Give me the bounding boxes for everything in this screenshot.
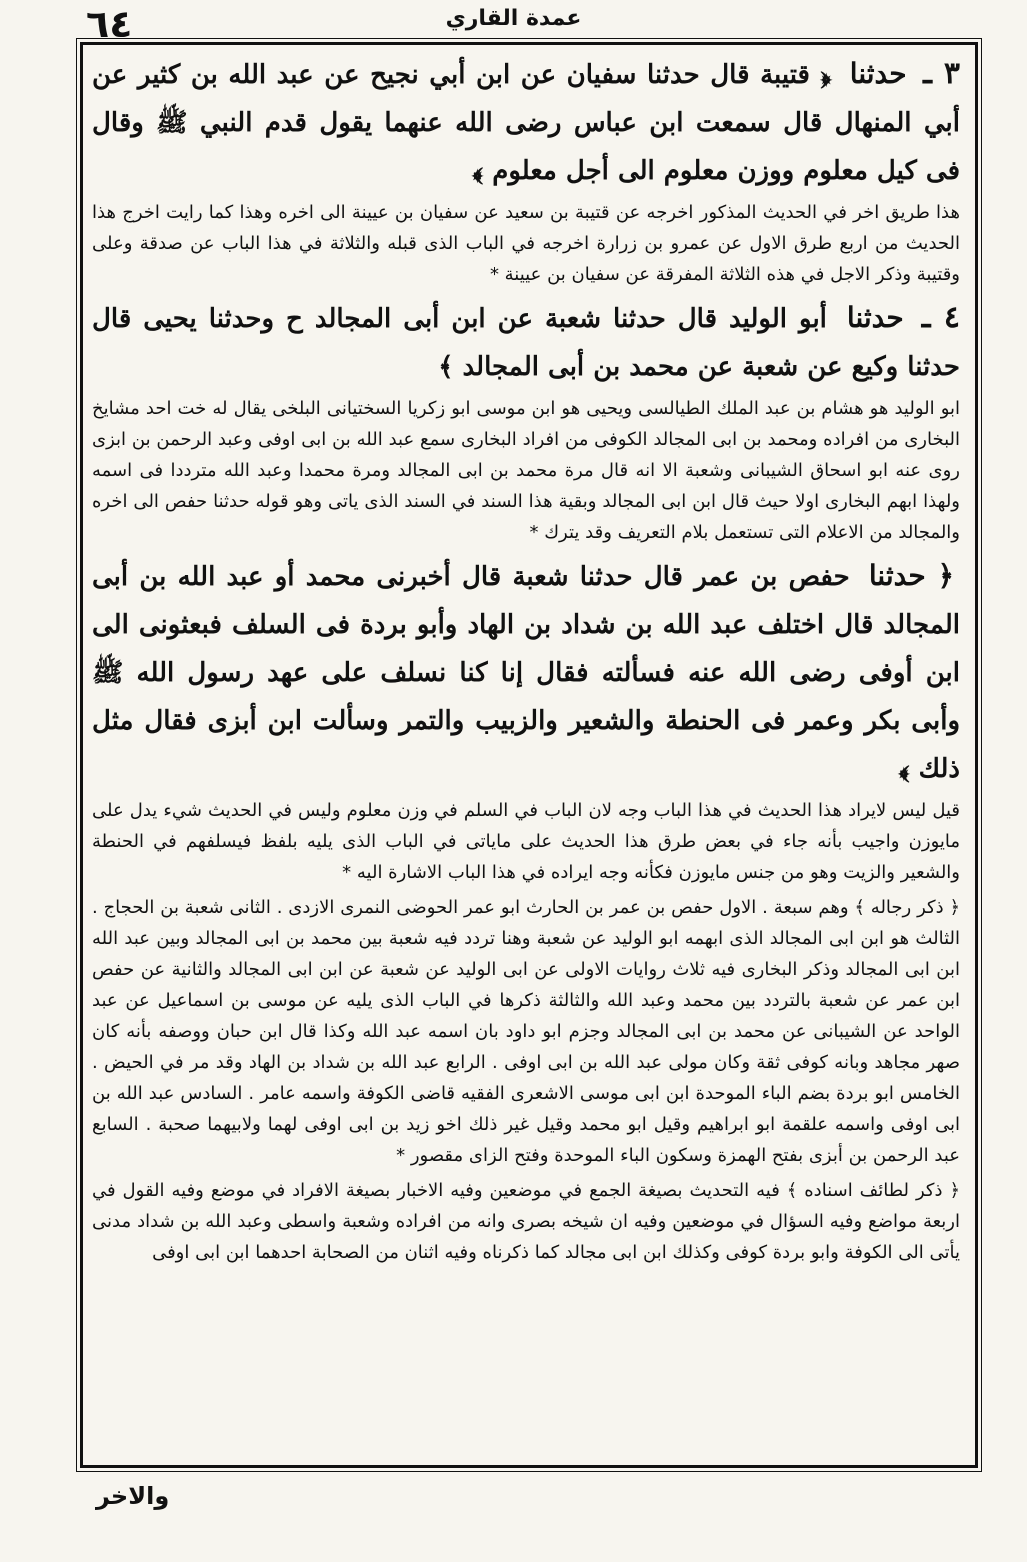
hadith-4 — [92, 294, 960, 391]
hadith-opening: ﴿ حدثنا — [868, 559, 954, 592]
running-title: عمدة القاري — [445, 6, 582, 31]
catchword: والاخر — [96, 1482, 170, 1510]
page-header — [60, 2, 967, 46]
hadith-number: ٣ ـ — [923, 56, 960, 91]
hadith-text: حفص بن عمر قال حدثنا شعبة قال أخبرنى محمد أو عبد الله بن أبى المجالد قال اختلف عبد الله بن شداد بن الهاد وأبو بردة فى السلف فبعثونى الى ابن أوفى رضى الله عنه فسألته فقال إنا كنا نسلف على عهد رسول الله ﷺ وأبى بكر وعمر فى الحنطة والشعير والزبيب والتمر وسألت ابن أبزى فقال مثل ذلك ﴾ — [92, 562, 960, 784]
hadith-text: ﴿ قتيبة قال حدثنا سفيان عن ابن أبي نجيح عن عبد الله بن كثير عن أبي المنهال قال سمعت ابن عباس رضى الله عنهما يقول قدم النبي ﷺ وقال فى كيل معلوم ووزن معلوم الى أجل معلوم ﴾ — [92, 60, 960, 186]
commentary-paragraph: هذا طريق اخر في الحديث المذكور اخرجه عن قتيبة بن سعيد عن سفيان بن عيينة الى اخره وهذا كما رايت اخرج هذا الحديث من اربع طرق الاول عن عمرو بن زرارة اخرجه في الباب الذى قبله والثلاثة في هذا الباب عن صدقة وعلى وقتيبة وذكر الاجل في هذه الثلاثة المفرقة عن سفيان بن عيينة * — [92, 202, 960, 285]
page-body — [92, 50, 960, 1460]
hadith-number: ٤ ـ — [921, 300, 960, 335]
commentary-paragraph: قيل ليس لايراد هذا الحديث في هذا الباب وجه لان الباب في السلم في وزن معلوم وليس في الحديث شيء يدل على مايوزن واجيب بأنه جاء في بعض طرق هذا الحديث على ماياتى في الباب الذى يليه بلفظ فيسلفهم في الحنطة والشعير والزيت وهو من جنس مايوزن فكأنه وجه ايراده في هذا الباب الاشارة اليه * — [92, 800, 960, 883]
hadith-opening: حدثنا — [849, 57, 907, 90]
hadith-hafs — [92, 552, 960, 793]
commentary-paragraph: ابو الوليد هو هشام بن عبد الملك الطيالسى ويحيى هو ابن موسى ابو زكريا السختيانى البلخى يقال له خت احد مشايخ البخارى من افراده ومحمد بن ابى المجالد الكوفى من افراد البخارى سمع عبد الله بن ابى اوفى وعبد الرحمن بن ابزى روى عنه ابو اسحاق الشيبانى وشعبة الا انه قال مرة محمد بن ابى المجالد ومرة محمدا وعبد الله مترددا فى اسمه ولهذا ابهم البخارى اولا حيث قال ابن ابى المجالد وبقية هذا السند في السند الذى ياتى وهو قوله حدثنا حفص الى اخره والمجالد من الاعلام التى تستعمل بلام التعريف وقد يترك * — [92, 398, 960, 543]
page-number: ٦٤ — [86, 2, 133, 46]
hadith-3 — [92, 50, 960, 195]
hadith-opening: حدثنا — [846, 301, 904, 334]
hadith-text: أبو الوليد قال حدثنا شعبة عن ابن أبى المجالد ح وحدثنا يحيى قال حدثنا وكيع عن شعبة عن محمد بن أبى المجالد ﴾ — [92, 304, 960, 382]
commentary-narrators: ﴿ ذكر رجاله ﴾ وهم سبعة . الاول حفص بن عمر بن الحارث ابو عمر الحوضى النمرى الازدى . الثانى شعبة بن الحجاج . الثالث هو ابن ابى المجالد الذى ابهمه ابو الوليد عن شعبة وهنا تردد فيه شعبة بين محمد بن ابى المجالد وبين عبد الله ابن ابى المجالد وذكر البخارى فيه ثلاث روايات الاولى عن ابى الوليد عن شعبة عن ابن ابى المجالد والثانية عن حفص ابن عمر عن شعبة بالتردد بين محمد وعبد الله والثالثة ذكرها في الباب الذى يليه عن موسى بن اسماعيل عن عبد الواحد عن الشيبانى عن محمد بن ابى المجالد وجزم ابو داود بان اسمه عبد الله وكذا قال ابن حبان ووصفه بأنه كان صهر مجاهد وبانه كوفى ثقة وكان مولى عبد الله بن ابى اوفى . الرابع عبد الله بن شداد بن الهاد وقد مر في الحيض . الخامس ابو بردة بضم الباء الموحدة ابن ابى موسى الاشعرى الفقيه قاضى الكوفة واسمه عامر . السادس عبد الله بن ابى اوفى واسمه علقمة ابو ابراهيم وقيل ابو محمد وقيل غير ذلك اخو زيد بن ابى اوفى لهما ولابيهما صحبة . السابع عبد الرحمن بن أبزى بفتح الهمزة وسكون الباء الموحدة وفتح الزاى مقصور * — [92, 897, 960, 1166]
commentary-isnad-subtleties: ﴿ ذكر لطائف اسناده ﴾ فيه التحديث بصيغة الجمع في موضعين وفيه الاخبار بصيغة الافراد في موضع وفيه القول في اربعة مواضع وفيه السؤال في موضعين وفيه ان شيخه بصرى وانه من افراده وشعبة واسطى وعبد الله بن شداد مدنى يأتى الى الكوفة وابو بردة كوفى وكذلك ابن ابى مجالد كما ذكرناه وفيه اثنان من الصحابة احدهما ابن ابى اوفى — [92, 1180, 960, 1263]
